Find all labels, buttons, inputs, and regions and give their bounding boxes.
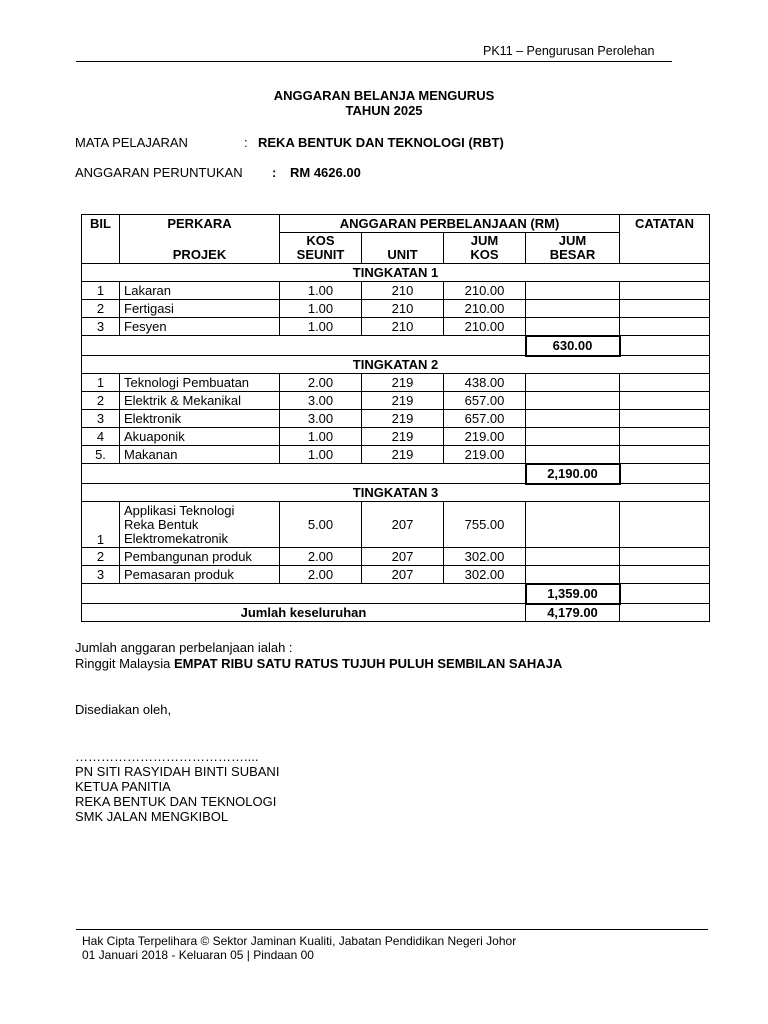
row-unit: 210 <box>362 318 444 336</box>
col-kos-seunit-header <box>280 233 362 264</box>
allocation-separator: : <box>272 165 277 180</box>
row-unit: 210 <box>362 282 444 300</box>
subtotal-catatan <box>620 584 710 604</box>
row-jum-besar <box>526 318 620 336</box>
subtotal-spacer <box>82 336 526 356</box>
row-bil: 2 <box>82 548 120 566</box>
row-bil: 2 <box>82 392 120 410</box>
subtotal-row <box>82 336 710 356</box>
grand-total-value: 4,179.00 <box>526 604 620 622</box>
group-header-row <box>82 264 710 282</box>
col-perkara-header: PERKARA <box>120 215 280 233</box>
row-bil: 3 <box>82 410 120 428</box>
budget-table <box>81 214 710 622</box>
row-kos-seunit: 2.00 <box>280 374 362 392</box>
row-unit: 219 <box>362 428 444 446</box>
row-catatan <box>620 318 710 336</box>
table-row <box>82 374 710 392</box>
row-jum-besar <box>526 502 620 548</box>
row-jum-besar <box>526 282 620 300</box>
signature-line: ………………………………….... <box>75 749 259 764</box>
row-catatan <box>620 502 710 548</box>
row-jum-kos: 302.00 <box>444 566 526 584</box>
row-projek <box>120 502 280 548</box>
row-catatan <box>620 548 710 566</box>
allocation-label: ANGGARAN PERUNTUKAN <box>75 165 243 180</box>
col-bil-sub <box>82 233 120 264</box>
row-projek-line: Reka Bentuk <box>124 516 199 532</box>
row-jum-besar <box>526 410 620 428</box>
subtotal-tingkatan-2: 2,190.00 <box>526 464 620 484</box>
group-title-tingkatan-2: TINGKATAN 2 <box>82 356 710 374</box>
group-title-tingkatan-1: TINGKATAN 1 <box>82 264 710 282</box>
signatory-school: SMK JALAN MENGKIBOL <box>75 809 229 824</box>
row-unit: 219 <box>362 410 444 428</box>
col-anggaran-header: ANGGARAN PERBELANJAAN (RM) <box>280 215 620 233</box>
row-bil: 3 <box>82 566 120 584</box>
row-projek: Makanan <box>120 446 280 464</box>
subtotal-tingkatan-1: 630.00 <box>526 336 620 356</box>
row-projek-line: Elektromekatronik <box>124 530 229 546</box>
subtotal-catatan <box>620 464 710 484</box>
row-bil: 4 <box>82 428 120 446</box>
row-unit: 207 <box>362 548 444 566</box>
row-kos-seunit: 1.00 <box>280 318 362 336</box>
row-jum-besar <box>526 446 620 464</box>
summary-amount-words <box>75 656 562 671</box>
subject-separator: : <box>244 135 248 150</box>
subtotal-row <box>82 584 710 604</box>
row-bil: 1 <box>82 374 120 392</box>
row-projek: Pembangunan produk <box>120 548 280 566</box>
footer-rule <box>76 929 708 930</box>
summary-intro: Jumlah anggaran perbelanjaan ialah : <box>75 640 293 655</box>
subtotal-tingkatan-3: 1,359.00 <box>526 584 620 604</box>
document-reference: PK11 – Pengurusan Perolehan <box>483 44 655 58</box>
footer-copyright: Hak Cipta Terpelihara © Sektor Jaminan Kualiti, Jabatan Pendidikan Negeri Johor <box>82 934 517 948</box>
group-header-row <box>82 484 710 502</box>
prepared-by-label: Disediakan oleh, <box>75 702 172 717</box>
subtotal-spacer <box>82 464 526 484</box>
table-header-row <box>82 215 710 233</box>
row-jum-kos: 657.00 <box>444 392 526 410</box>
col-unit-header: UNIT <box>362 233 444 264</box>
row-catatan <box>620 566 710 584</box>
row-projek: Fertigasi <box>120 300 280 318</box>
row-unit: 219 <box>362 446 444 464</box>
row-jum-besar <box>526 300 620 318</box>
row-projek: Pemasaran produk <box>120 566 280 584</box>
signatory-position: KETUA PANITIA <box>75 779 171 794</box>
row-jum-kos: 755.00 <box>444 502 526 548</box>
group-title-tingkatan-3: TINGKATAN 3 <box>82 484 710 502</box>
col-catatan-header: CATATAN <box>620 215 710 233</box>
row-jum-kos: 438.00 <box>444 374 526 392</box>
row-projek: Fesyen <box>120 318 280 336</box>
col-jum-besar-header <box>526 233 620 264</box>
allocation-value: RM 4626.00 <box>290 165 361 180</box>
summary-words: EMPAT RIBU SATU RATUS TUJUH PULUH SEMBILAN SAHAJA <box>174 656 563 671</box>
subject-label: MATA PELAJARAN <box>75 135 188 150</box>
row-kos-seunit: 2.00 <box>280 548 362 566</box>
row-kos-seunit: 1.00 <box>280 428 362 446</box>
row-projek-line: Applikasi Teknologi <box>124 502 235 518</box>
row-jum-besar <box>526 548 620 566</box>
signatory-name: PN SITI RASYIDAH BINTI SUBANI <box>75 764 280 779</box>
col-projek-header: PROJEK <box>120 233 280 264</box>
row-unit: 219 <box>362 374 444 392</box>
row-catatan <box>620 446 710 464</box>
row-bil: 2 <box>82 300 120 318</box>
table-row <box>82 392 710 410</box>
table-row <box>82 300 710 318</box>
jum-besar-line2: BESAR <box>549 247 596 262</box>
row-jum-kos: 657.00 <box>444 410 526 428</box>
col-catatan-sub <box>620 233 710 264</box>
grand-total-row <box>82 604 710 622</box>
table-row <box>82 446 710 464</box>
row-jum-besar <box>526 566 620 584</box>
subtotal-spacer <box>82 584 526 604</box>
row-catatan <box>620 410 710 428</box>
row-projek: Elektrik & Mekanikal <box>120 392 280 410</box>
kos-seunit-line1: KOS <box>306 233 335 248</box>
row-kos-seunit: 5.00 <box>280 502 362 548</box>
row-unit: 207 <box>362 502 444 548</box>
col-jum-kos-header <box>444 233 526 264</box>
jum-besar-line1: JUM <box>558 233 587 248</box>
row-jum-kos: 302.00 <box>444 548 526 566</box>
row-catatan <box>620 374 710 392</box>
row-projek: Teknologi Pembuatan <box>120 374 280 392</box>
subtotal-row <box>82 464 710 484</box>
row-projek: Akuaponik <box>120 428 280 446</box>
table-row <box>82 502 710 548</box>
table-row <box>82 548 710 566</box>
page-title: ANGGARAN BELANJA MENGURUS <box>273 88 495 103</box>
grand-total-label: Jumlah keseluruhan <box>82 604 526 622</box>
col-bil-header: BIL <box>82 215 120 233</box>
table-row <box>82 318 710 336</box>
subject-value: REKA BENTUK DAN TEKNOLOGI (RBT) <box>258 135 504 150</box>
row-bil: 3 <box>82 318 120 336</box>
kos-seunit-line2: SEUNIT <box>296 247 345 262</box>
row-jum-kos: 219.00 <box>444 428 526 446</box>
row-projek: Lakaran <box>120 282 280 300</box>
summary-prefix: Ringgit Malaysia <box>75 656 174 671</box>
table-subheader-row <box>82 233 710 264</box>
row-kos-seunit: 3.00 <box>280 392 362 410</box>
row-jum-kos: 210.00 <box>444 318 526 336</box>
table-row <box>82 410 710 428</box>
row-bil: 1 <box>82 282 120 300</box>
row-projek: Elektronik <box>120 410 280 428</box>
row-jum-besar <box>526 428 620 446</box>
row-catatan <box>620 300 710 318</box>
row-jum-kos: 219.00 <box>444 446 526 464</box>
row-bil: 1 <box>82 502 120 548</box>
row-kos-seunit: 2.00 <box>280 566 362 584</box>
table-row <box>82 428 710 446</box>
row-jum-kos: 210.00 <box>444 300 526 318</box>
row-unit: 210 <box>362 300 444 318</box>
table-row <box>82 566 710 584</box>
signatory-department: REKA BENTUK DAN TEKNOLOGI <box>75 794 277 809</box>
row-kos-seunit: 3.00 <box>280 410 362 428</box>
grand-total-catatan <box>620 604 710 622</box>
row-kos-seunit: 1.00 <box>280 446 362 464</box>
row-jum-kos: 210.00 <box>444 282 526 300</box>
row-catatan <box>620 282 710 300</box>
row-unit: 219 <box>362 392 444 410</box>
page-subtitle-year: TAHUN 2025 <box>345 103 423 118</box>
header-rule <box>76 61 672 62</box>
footer-issue: 01 Januari 2018 - Keluaran 05 | Pindaan 00 <box>82 948 314 962</box>
group-header-row <box>82 356 710 374</box>
row-kos-seunit: 1.00 <box>280 282 362 300</box>
jum-kos-line2: KOS <box>470 247 499 262</box>
table-row <box>82 282 710 300</box>
row-catatan <box>620 428 710 446</box>
row-catatan <box>620 392 710 410</box>
row-jum-besar <box>526 374 620 392</box>
subtotal-catatan <box>620 336 710 356</box>
jum-kos-line1: JUM <box>470 233 499 248</box>
row-bil: 5. <box>82 446 120 464</box>
row-unit: 207 <box>362 566 444 584</box>
row-kos-seunit: 1.00 <box>280 300 362 318</box>
row-jum-besar <box>526 392 620 410</box>
